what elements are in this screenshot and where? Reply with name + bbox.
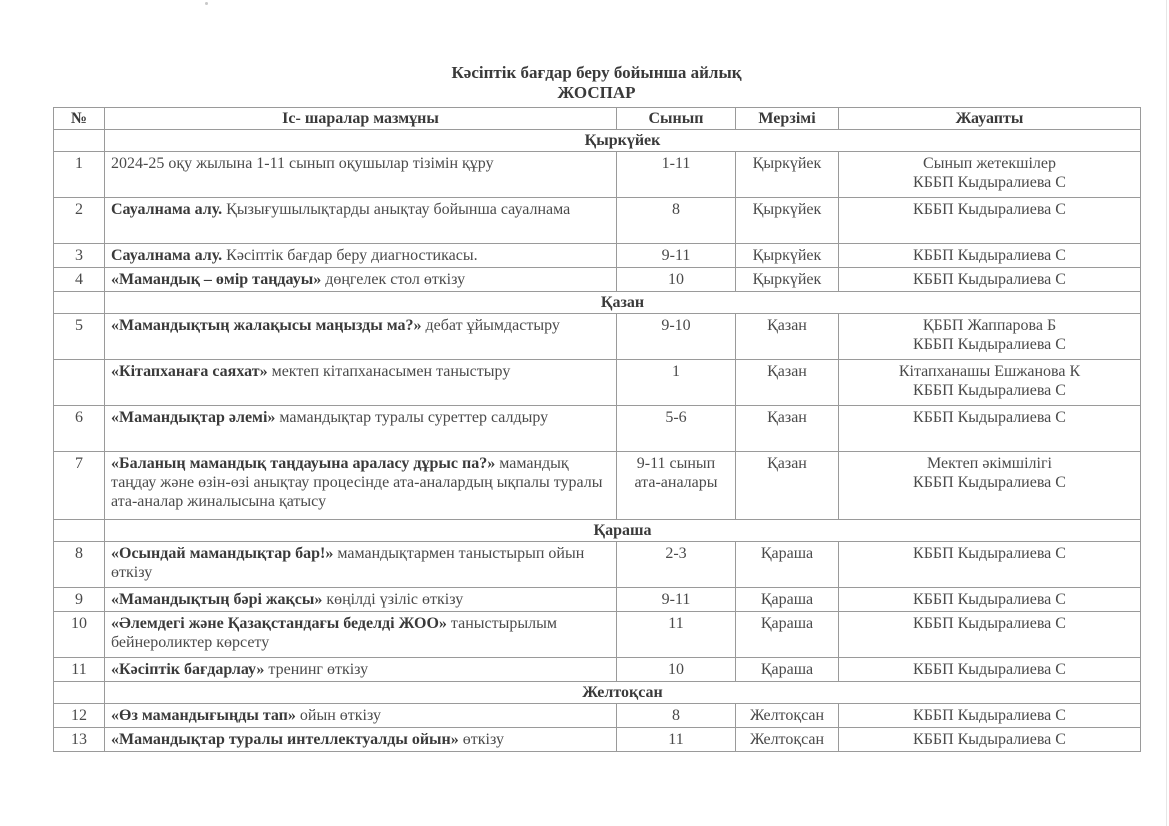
responsible-primary: КББП Кыдыралиева С: [913, 591, 1066, 608]
responsible-secondary: КББП Кыдыралиева С: [913, 474, 1066, 491]
row-number: 7: [54, 452, 105, 520]
row-number: 6: [54, 406, 105, 452]
responsible-primary: КББП Кыдыралиева С: [913, 271, 1066, 288]
row-number: 11: [54, 658, 105, 682]
responsible-primary: КББП Кыдыралиева С: [913, 247, 1066, 264]
class-cell: 2-3: [617, 542, 736, 588]
responsible-primary: Мектеп әкімшілігі: [927, 455, 1052, 472]
month-label: Желтоқсан: [105, 682, 1141, 704]
responsible-primary: КББП Кыдыралиева С: [913, 409, 1066, 426]
activity-cell: [105, 268, 617, 292]
header-term: Мерзімі: [736, 108, 839, 130]
table-row: [54, 268, 1141, 292]
activity-title: Сауалнама алу.: [111, 247, 223, 264]
activity-title: «Осындай мамандықтар бар!»: [111, 545, 334, 562]
row-number: 3: [54, 244, 105, 268]
activity-title: «Мамандықтың бәрі жақсы»: [111, 591, 323, 608]
term-cell: Желтоқсан: [736, 704, 839, 728]
class-cell: 11: [617, 612, 736, 658]
month-num-cell: [54, 292, 105, 314]
class-cell: 9-11: [617, 588, 736, 612]
class-cell: 10: [617, 658, 736, 682]
activity-description: Кәсіптік бағдар беру диагностикасы.: [222, 247, 478, 264]
row-number: 12: [54, 704, 105, 728]
row-number: [54, 360, 105, 406]
responsible-primary: Кітапханашы Ешжанова К: [898, 363, 1081, 380]
header-responsible: Жауапты: [839, 108, 1141, 130]
responsible-cell: [839, 152, 1141, 198]
term-cell: Қараша: [736, 588, 839, 612]
responsible-cell: [839, 588, 1141, 612]
activity-title: «Баланың мамандық таңдауына араласу дұрыс па?»: [111, 455, 496, 472]
responsible-primary: КББП Кыдыралиева С: [913, 731, 1066, 748]
activity-description: дөңгелек стол өткізу: [321, 271, 466, 288]
plan-table: [53, 107, 1141, 752]
activity-description: Қызығушылықтарды анықтау бойынша сауалнама: [222, 201, 571, 218]
row-number: 8: [54, 542, 105, 588]
term-cell: Қыркүйек: [736, 268, 839, 292]
activity-cell: [105, 588, 617, 612]
activity-description: мамандық таңдау және өзін-өзі анықтау процесінде ата-аналардың ықпалы туралы ата-аналар жиналысына қатысу: [111, 455, 603, 510]
document-title: Кәсіптік бағдар беру бойынша айлық: [451, 63, 742, 82]
class-cell: 1-11: [617, 152, 736, 198]
activity-description: тренинг өткізу: [264, 661, 369, 678]
term-cell: Қазан: [736, 314, 839, 360]
row-number: 13: [54, 728, 105, 752]
responsible-cell: [839, 406, 1141, 452]
activity-description: мектеп кітапханасымен таныстыру: [267, 363, 511, 380]
responsible-cell: [839, 658, 1141, 682]
activity-title: «Әлемдегі және Қазақстандағы беделді ЖОО»: [111, 615, 447, 632]
header-num: №: [54, 108, 105, 130]
responsible-cell: [839, 360, 1141, 406]
activity-cell: [105, 728, 617, 752]
activity-cell: [105, 452, 617, 520]
activity-description: мамандықтармен таныстырып ойын өткізу: [111, 545, 585, 581]
activity-cell: [105, 406, 617, 452]
responsible-primary: КББП Кыдыралиева С: [913, 707, 1066, 724]
activity-title: «Мамандықтар әлемі»: [111, 409, 276, 426]
responsible-cell: [839, 268, 1141, 292]
responsible-cell: [839, 314, 1141, 360]
responsible-cell: [839, 728, 1141, 752]
term-cell: Қазан: [736, 360, 839, 406]
table-row: [54, 542, 1141, 588]
term-cell: Қыркүйек: [736, 152, 839, 198]
term-cell: Қараша: [736, 658, 839, 682]
row-number: 4: [54, 268, 105, 292]
term-cell: Қазан: [736, 452, 839, 520]
plan-table-body: [54, 130, 1141, 752]
activity-title: «Мамандықтың жалақысы маңызды ма?»: [111, 317, 422, 334]
row-number: 10: [54, 612, 105, 658]
activity-cell: [105, 244, 617, 268]
class-cell: 8: [617, 704, 736, 728]
activity-cell: [105, 152, 617, 198]
page-edge: [1166, 0, 1167, 826]
activity-cell: [105, 704, 617, 728]
activity-cell: [105, 612, 617, 658]
class-cell: 9-11: [617, 244, 736, 268]
responsible-secondary: КББП Кыдыралиева С: [913, 336, 1066, 353]
activity-description: көңілді үзіліс өткізу: [322, 591, 464, 608]
activity-description: 2024-25 оқу жылына 1-11 сынып оқушылар тізімін құру: [111, 155, 494, 172]
term-cell: Желтоқсан: [736, 728, 839, 752]
responsible-primary: КББП Кыдыралиева С: [913, 545, 1066, 562]
document-subtitle: ЖОСПАР: [557, 83, 636, 102]
class-cell: 9-11 сынып ата-аналары: [617, 452, 736, 520]
activity-title: «Мамандық – өмір таңдауы»: [111, 271, 322, 288]
activity-description: өткізу: [458, 731, 504, 748]
term-cell: Қараша: [736, 612, 839, 658]
class-cell: 9-10: [617, 314, 736, 360]
row-number: 5: [54, 314, 105, 360]
activity-description: дебат ұйымдастыру: [421, 317, 560, 334]
table-header-row: [54, 108, 1141, 130]
table-row: [54, 406, 1141, 452]
activity-cell: [105, 542, 617, 588]
table-row: [54, 704, 1141, 728]
responsible-primary: КББП Кыдыралиева С: [913, 615, 1066, 632]
table-row: [54, 314, 1141, 360]
activity-cell: [105, 198, 617, 244]
responsible-primary: ҚББП Жаппарова Б: [922, 317, 1057, 334]
term-cell: Қазан: [736, 406, 839, 452]
month-num-cell: [54, 682, 105, 704]
responsible-cell: [839, 244, 1141, 268]
table-row: [54, 452, 1141, 520]
month-section-row: [54, 130, 1141, 152]
month-section-row: [54, 520, 1141, 542]
activity-cell: [105, 314, 617, 360]
activity-title: «Өз мамандығыңды тап»: [111, 707, 296, 724]
responsible-primary: КББП Кыдыралиева С: [913, 661, 1066, 678]
class-cell: 10: [617, 268, 736, 292]
activity-description: ойын өткізу: [295, 707, 381, 724]
table-row: [54, 244, 1141, 268]
table-row: [54, 360, 1141, 406]
responsible-cell: [839, 198, 1141, 244]
class-cell: 5-6: [617, 406, 736, 452]
class-cell: 11: [617, 728, 736, 752]
header-activity: Іс- шаралар мазмұны: [105, 108, 617, 130]
responsible-secondary: КББП Кыдыралиева С: [913, 174, 1066, 191]
month-num-cell: [54, 130, 105, 152]
activity-title: «Кәсіптік бағдарлау»: [111, 661, 265, 678]
term-cell: Қыркүйек: [736, 244, 839, 268]
activity-description: мамандықтар туралы суреттер салдыру: [275, 409, 549, 426]
row-number: 2: [54, 198, 105, 244]
header-class: Сынып: [617, 108, 736, 130]
class-cell: 8: [617, 198, 736, 244]
activity-title: Сауалнама алу.: [111, 201, 223, 218]
month-label: Қазан: [105, 292, 1141, 314]
term-cell: Қыркүйек: [736, 198, 839, 244]
row-number: 1: [54, 152, 105, 198]
table-row: [54, 612, 1141, 658]
responsible-cell: [839, 542, 1141, 588]
responsible-cell: [839, 704, 1141, 728]
month-label: Қыркүйек: [105, 130, 1141, 152]
activity-title: «Кітапханаға саяхат»: [111, 363, 268, 380]
table-row: [54, 198, 1141, 244]
month-label: Қараша: [105, 520, 1141, 542]
responsible-primary: Сынып жетекшілер: [923, 155, 1056, 172]
responsible-cell: [839, 452, 1141, 520]
class-cell: 1: [617, 360, 736, 406]
responsible-secondary: КББП Кыдыралиева С: [913, 382, 1066, 399]
row-number: 9: [54, 588, 105, 612]
activity-title: «Мамандықтар туралы интеллектуалды ойын»: [111, 731, 459, 748]
activity-cell: [105, 658, 617, 682]
term-cell: Қараша: [736, 542, 839, 588]
table-row: [54, 728, 1141, 752]
table-row: [54, 152, 1141, 198]
responsible-primary: КББП Кыдыралиева С: [913, 201, 1066, 218]
activity-description: таныстырылым бейнероликтер көрсету: [111, 615, 557, 651]
table-row: [54, 658, 1141, 682]
scan-speck: [205, 2, 208, 5]
month-section-row: [54, 682, 1141, 704]
responsible-cell: [839, 612, 1141, 658]
month-num-cell: [54, 520, 105, 542]
table-row: [54, 588, 1141, 612]
activity-cell: [105, 360, 617, 406]
month-section-row: [54, 292, 1141, 314]
